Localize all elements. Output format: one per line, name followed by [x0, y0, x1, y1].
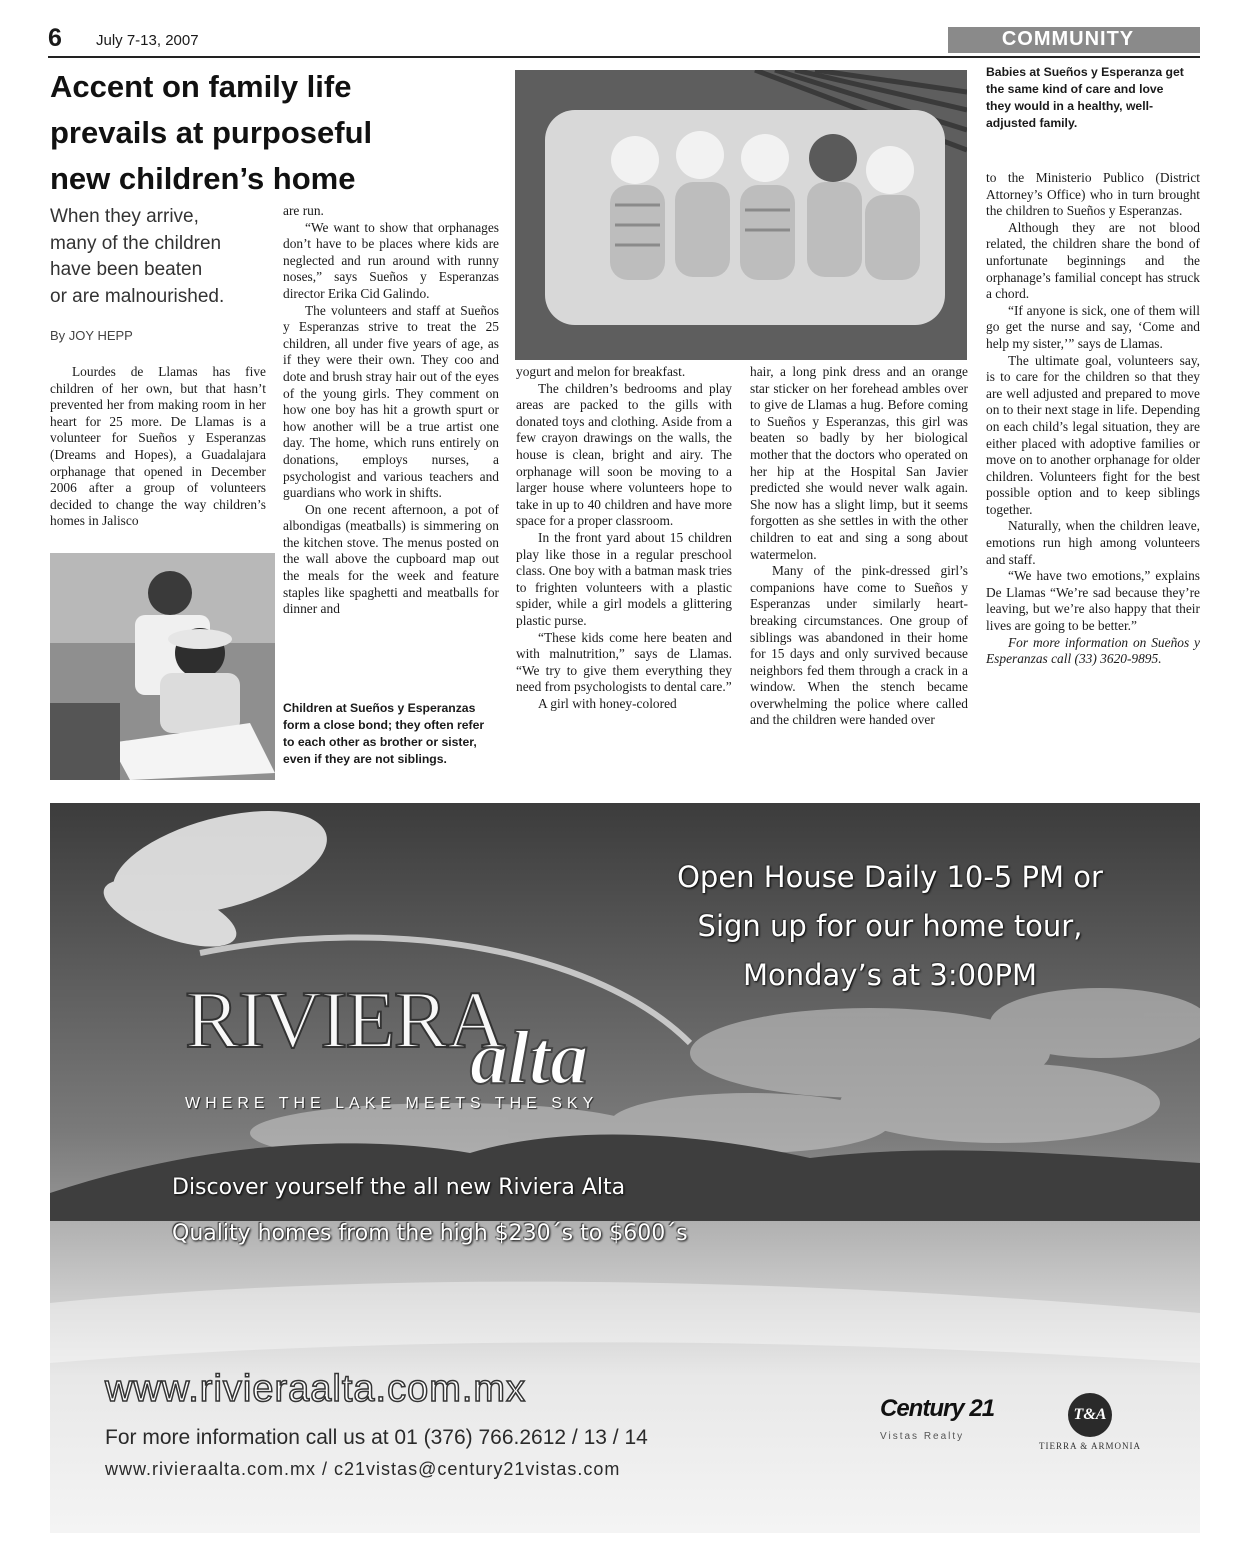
headline-line-2: prevails at purposeful: [50, 115, 373, 150]
article-column-4: [750, 364, 968, 729]
tierra-logo-initials: T&A: [1073, 1406, 1107, 1423]
article-column-2: [283, 203, 499, 618]
col5-paragraph-5: Naturally, when the children leave, emotions run high among volunteers and staff.: [986, 518, 1200, 567]
col2-paragraph-3: On one recent afternoon, a pot of albondigas (meatballs) is simmering on the kitchen stove. The menus posted on the wall above the cupboard map out the meals for the week and feature staples like spaghetti and meatballs for dinner and: [283, 501, 499, 617]
century21-logo: [880, 1395, 1010, 1465]
col3-paragraph-3: In the front yard about 15 children play like those in a regular preschool class. One boy with a batman mask tries to frighten volunteers with a plastic spider, while a girl models a glittering plastic purse.: [516, 529, 732, 628]
ad-headline: [610, 853, 1170, 1000]
byline: By JOY HEPP: [50, 328, 133, 343]
issue-date: July 7-13, 2007: [96, 32, 199, 49]
col5-paragraph-6: “We have two emotions,” explains De Llamas “We’re sad because they’re leaving, but we’re also happy that their lives are going to be better.”: [986, 568, 1200, 634]
ad-tagline: WHERE THE LAKE MEETS THE SKY: [185, 1095, 599, 1112]
deck-line-4: or are malnourished.: [50, 285, 225, 307]
riviera-logo-script: alta: [470, 1016, 589, 1100]
article-column-1: [50, 364, 266, 530]
col4-paragraph-2: Many of the pink-dressed girl’s companions have come to Sueños y Esperanzas under similarly heart-breaking circumstances. One group of siblings was abandoned in their home for 15 days and only survived because neighbors fed them through a crack in a window. When the stench became overwhelming the police where called and the children were handed over: [750, 563, 968, 728]
col3-paragraph-5: A girl with honey-colored: [538, 695, 677, 711]
col2-paragraph-2: The volunteers and staff at Sueños y Esperanzas strive to treat the 25 children, all under five years of age, as if they were their own. They coo and dote and brush stray hair out of the eyes of the young girls. They comment on how one boy has hit a growth spurt or how another will be a true artist one day. The home, which runs entirely on donations, employs nurses, a psychologist and various teachers and guardians who work in shifts.: [283, 302, 499, 501]
col5-paragraph-4: The ultimate goal, volunteers say, is to care for the children so that they are well adjusted and prepared to move on to their next stage in life. Depending on each child’s legal situation, they are either placed with adoptive families or move on to another orphanage for older children. Volunteers fight for the best possible option and to keep siblings together.: [986, 352, 1200, 517]
riviera-logo-main: RIVIERA: [185, 974, 504, 1065]
headline-line-1: Accent on family life: [50, 69, 352, 104]
col5-paragraph-2: Although they are not blood related, the children share the bond of unfortunate beginnings and the orphanage’s familial concept has struck a chord.: [986, 219, 1200, 302]
riviera-logo: [185, 973, 589, 1100]
col3-paragraph-1: yogurt and melon for breakfast.: [516, 364, 686, 379]
section-label: COMMUNITY: [1001, 28, 1135, 50]
children-photo-caption: Children at Sueños y Esperanzas form a close bond; they often refer to each other as brother or sister, even if they are not siblings.: [283, 701, 485, 766]
col2-paragraph-1: “We want to show that orphanages don’t have to be places where kids are neglected and run around with runny noses,” says Sueños y Esperanzas director Erika Cid Galindo.: [283, 219, 499, 301]
ad-headline-line-2: Sign up for our home tour,: [697, 909, 1083, 943]
babies-photo-caption: Babies at Sueños y Esperanza get the same kind of care and love they would in a healthy, well-adjusted family.: [986, 65, 1184, 130]
tierra-logo-mark: [1068, 1393, 1112, 1437]
deck-line-1: When they arrive,: [50, 206, 199, 227]
babies-photo: [515, 70, 967, 360]
tierra-logo-name: TIERRA & ARMONIA: [1038, 1441, 1141, 1451]
col3-paragraph-2: The children’s bedrooms and play areas are packed to the gills with donated toys and clothing. Aside from a few crayon drawings on the walls, the house is clean, bright and airy. The orphanage will soon be moving to a larger house where volunteers hope to take in up to 40 children and have more space for a proper classroom.: [516, 380, 732, 529]
century21-logo-text: Century 21: [880, 1395, 995, 1422]
col4-paragraph-1: hair, a long pink dress and an orange star sticker on her forehead ambles over to give de Llamas a hug. Before coming to Sueños y Esperanzas, this girl was beaten so badly by her biological mother that the doctors who operated on her hip at the Hospital San Javier predicted she would never walk again. She now has a slight limp, but it seems forgotten as she settles in with the other children to eat and sing a song about watermelon.: [750, 364, 968, 562]
ad-pricing: Quality homes from the high $230´s to $600´s: [172, 1221, 688, 1246]
col1-paragraph-1: Lourdes de Llamas has five children of her own, but that hasn’t prevented her from making room in her heart for 25 more. De Llamas is a volunteer for Sueños y Esperanzas (Dreams and Hopes), a Guadalajara orphanage that opened in December 2006 after a group of volunteers decided to change the way children’s homes in Jalisco: [50, 364, 266, 529]
riviera-ad: [50, 803, 1200, 1533]
headline: [50, 64, 520, 202]
ad-contact: For more information call us at 01 (376) 766.2612 / 13 / 14: [105, 1426, 648, 1449]
deck-line-3: have been beaten: [50, 259, 203, 280]
deck-line-2: many of the children: [50, 232, 222, 254]
col5-paragraph-3: “If anyone is sick, one of them will go get the nurse and say, ‘Come and help my sister,’” says de Llamas.: [986, 302, 1200, 351]
col3-paragraph-4: “These kids come here beaten and with malnutrition,” says de Llamas. “We try to give them everything they need from psychologists to dental care.”: [516, 629, 732, 695]
col2-intro: are run.: [283, 203, 324, 218]
headline-line-3: new children’s home: [50, 161, 356, 196]
ad-contact-web: www.rivieraalta.com.mx / c21vistas@century21vistas.com: [105, 1459, 621, 1479]
ad-website: www.rivieraalta.com.mx: [105, 1368, 527, 1410]
ad-headline-line-3: Monday’s at 3:00PM: [742, 958, 1038, 992]
children-photo-image: [50, 553, 275, 780]
ad-headline-line-1: Open House Daily 10-5 PM or: [677, 860, 1103, 894]
closing-note: For more information on Sueños y Esperanzas call (33) 3620-9895.: [986, 634, 1200, 667]
article-column-3: [516, 364, 732, 712]
ad-discover: Discover yourself the all new Riviera Alta: [172, 1175, 626, 1200]
article-column-5: [986, 170, 1200, 668]
header-rule: [48, 56, 1200, 58]
deck: [50, 204, 275, 310]
children-photo: [50, 553, 275, 780]
col5-paragraph-1: to the Ministerio Publico (District Attorney’s Office) who in turn brought the children to Sueños y Esperanzas.: [986, 170, 1200, 219]
tierra-armonia-logo: [1025, 1393, 1155, 1473]
century21-sub: Vistas Realty: [880, 1431, 965, 1442]
page-number: 6: [48, 24, 62, 52]
babies-photo-image: [515, 70, 967, 360]
